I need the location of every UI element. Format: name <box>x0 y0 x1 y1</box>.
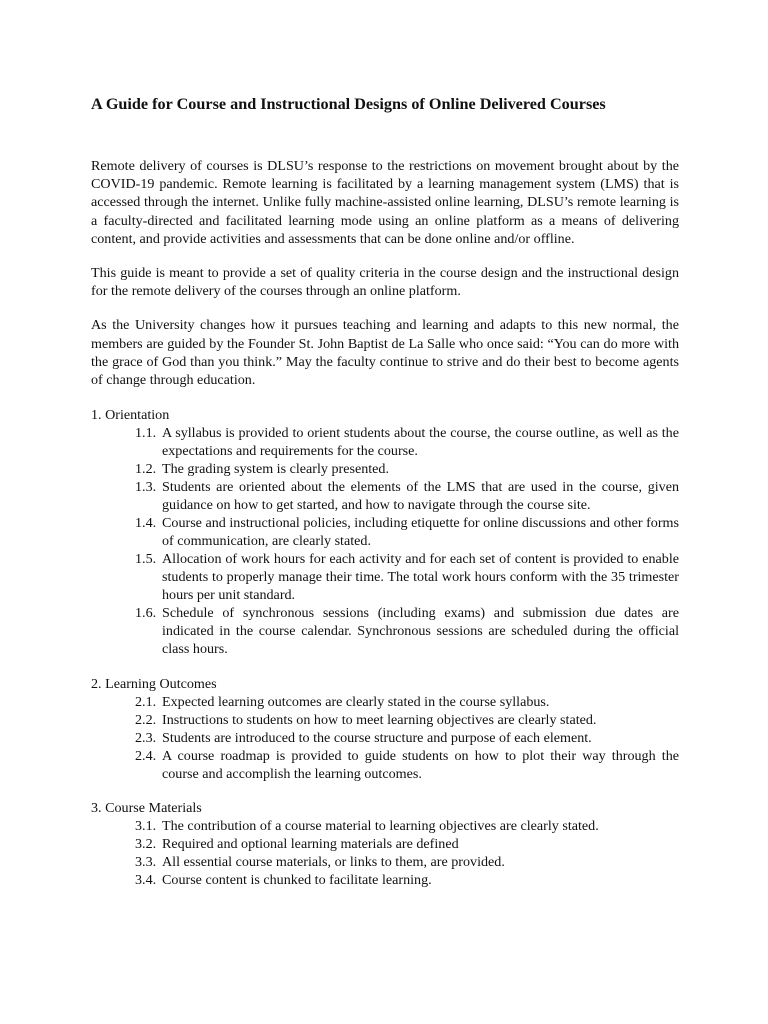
item-number: 1.1. <box>135 425 157 442</box>
intro-paragraph: Remote delivery of courses is DLSU’s response to the restrictions on movement brought about by the COVID-19 pandemic. Remote learning is facilitated by a learning management system (LMS) that is accessed through the internet. Unlike fully machine-assisted online learning, DLSU’s remote learning is a faculty-directed and facilitated learning mode using an online platform as a means of delivering content, and provide activities and assessments that can be done online and/or offline. <box>91 158 679 247</box>
item-number: 1.6. <box>135 605 157 622</box>
list-item <box>91 871 679 889</box>
list-item <box>91 693 679 711</box>
section-learning-outcomes <box>91 675 679 783</box>
item-text: The grading system is clearly presented. <box>162 461 389 478</box>
document-page <box>91 90 679 906</box>
university-paragraph: As the University changes how it pursues teaching and learning and adapts to this new normal, the members are guided by the Founder St. John Baptist de La Salle who once said: “You can do more with the grace of God than you think.” May the faculty continue to strive and do their best to become agents of change through education. <box>91 317 679 389</box>
list-item <box>91 711 679 729</box>
list-item <box>91 835 679 853</box>
purpose-paragraph: This guide is meant to provide a set of quality criteria in the course design and the instructional design for the remote delivery of the courses through an online platform. <box>91 265 679 300</box>
item-text: Required and optional learning materials are defined <box>162 836 459 853</box>
item-text: Students are oriented about the elements of the LMS that are used in the course, given guidance on how to get started, and how to navigate through the course site. <box>162 479 679 514</box>
item-number: 2.4. <box>135 747 157 764</box>
list-item <box>91 747 679 783</box>
item-text: The contribution of a course material to learning objectives are clearly stated. <box>162 818 599 835</box>
list-item <box>91 424 679 460</box>
section-heading: 1. Orientation <box>91 407 170 424</box>
section-course-materials <box>91 799 679 889</box>
item-number: 3.2. <box>135 836 157 853</box>
item-text: Schedule of synchronous sessions (including exams) and submission due dates are indicated in the course calendar. Synchronous sessions are scheduled during the official class hours. <box>162 605 679 658</box>
item-text: Students are introduced to the course structure and purpose of each element. <box>162 729 592 746</box>
item-number: 3.3. <box>135 854 157 871</box>
item-number: 3.1. <box>135 818 157 835</box>
section-heading: 3. Course Materials <box>91 800 202 817</box>
section-heading: 2. Learning Outcomes <box>91 675 217 692</box>
item-text: Course and instructional policies, including etiquette for online discussions and other forms of communication, are clearly stated. <box>162 515 679 550</box>
list-item <box>91 729 679 747</box>
list-item <box>91 817 679 835</box>
item-number: 1.2. <box>135 461 157 478</box>
item-number: 1.5. <box>135 551 157 568</box>
list-item <box>91 460 679 478</box>
item-text: Allocation of work hours for each activity and for each set of content is provided to enable students to properly manage their time. The total work hours conform with the 35 trimester hours per unit standard. <box>162 551 679 604</box>
item-number: 1.3. <box>135 479 157 496</box>
list-item <box>91 478 679 514</box>
item-number: 1.4. <box>135 515 157 532</box>
item-text: Instructions to students on how to meet learning objectives are clearly stated. <box>162 711 597 728</box>
list-item <box>91 853 679 871</box>
item-number: 2.3. <box>135 729 157 746</box>
list-item <box>91 550 679 604</box>
item-number: 2.1. <box>135 693 157 710</box>
item-text: A course roadmap is provided to guide students on how to plot their way through the course and accomplish the learning outcomes. <box>162 747 679 782</box>
document-title: A Guide for Course and Instructional Designs of Online Delivered Courses <box>91 95 606 113</box>
item-text: All essential course materials, or links to them, are provided. <box>162 854 505 871</box>
item-text: Expected learning outcomes are clearly stated in the course syllabus. <box>162 693 550 710</box>
section-orientation <box>91 406 679 658</box>
list-item <box>91 514 679 550</box>
item-number: 3.4. <box>135 872 157 889</box>
list-item <box>91 604 679 658</box>
item-number: 2.2. <box>135 711 157 728</box>
item-text: Course content is chunked to facilitate learning. <box>162 872 432 889</box>
item-text: A syllabus is provided to orient students about the course, the course outline, as well as the expectations and requirements for the course. <box>162 425 679 460</box>
